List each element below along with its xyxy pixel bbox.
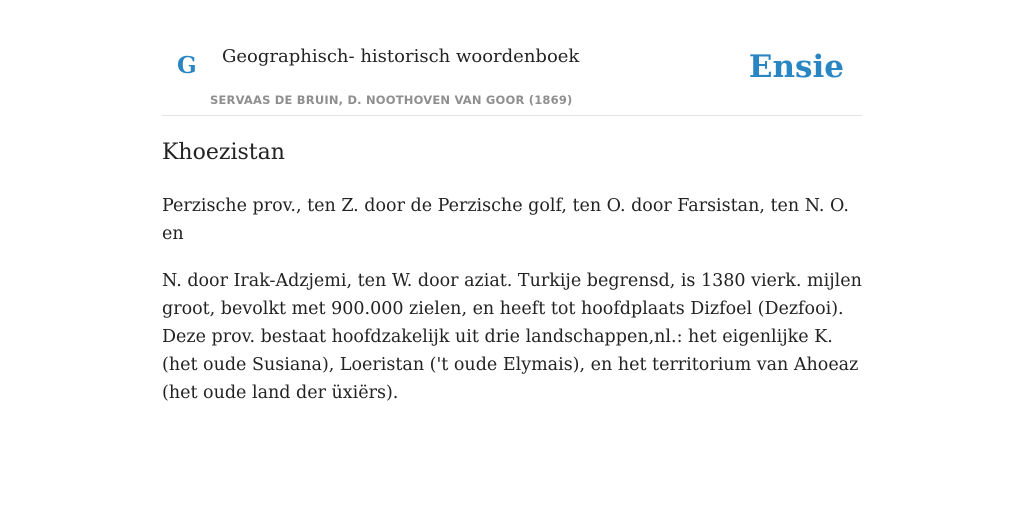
entry-paragraph: N. door Irak-Adzjemi, ten W. door aziat. Turkije begrensd, is 1380 vierk. mijlen groot, bevolkt met 900.000 zielen, en heeft tot hoofdplaats Dizfoel (Dezfooi). Deze prov. bestaat hoofdzakelijk uit drie landschappen,nl.: het eigenlijke K.(het oude Susiana), Loeristan ('t oude Elymais), en het territorium van Ahoeaz (het oude land der üxiërs).	[162, 271, 862, 403]
entry-title: Khoezistan	[162, 140, 285, 165]
entry-paragraph: Perzische prov., ten Z. door de Perzische golf, ten O. door Farsistan, ten N. O. en	[162, 196, 849, 244]
entry-content	[162, 137, 862, 407]
book-letter-logo[interactable]: G	[177, 52, 197, 79]
book-header	[162, 0, 862, 116]
book-title[interactable]: Geographisch- historisch woordenboek	[222, 46, 580, 67]
ensie-logo-link[interactable]: Ensie	[748, 49, 844, 85]
book-authors: SERVAAS DE BRUIN, D. NOOTHOVEN VAN GOOR (1869)	[210, 93, 573, 107]
